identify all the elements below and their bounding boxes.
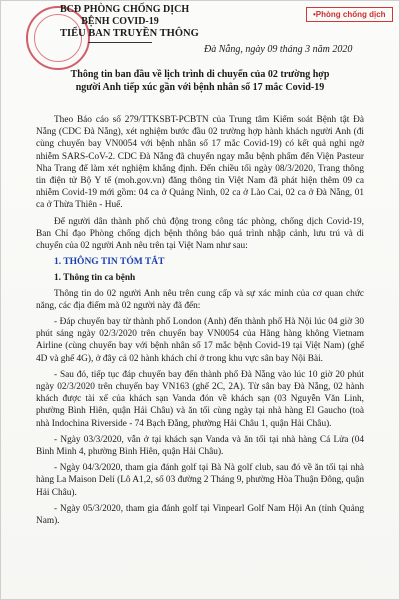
bullet-item-3: - Ngày 03/3/2020, vẫn ở tại khách sạn Vanda và ăn tối tại nhà hàng Cá Lửa (04 Bình Minh 4, phường Bình Hiên, quận Hải Châu). — [36, 434, 364, 458]
organization-block — [60, 4, 199, 43]
bullet-item-5: - Ngày 05/3/2020, tham gia đánh golf tại Vinpearl Golf Nam Hội An (tỉnh Quảng Nam). — [36, 503, 364, 527]
org-name-line-3: TIỂU BAN TRUYỀN THÔNG — [60, 28, 199, 39]
paragraph-2: Để người dân thành phố chủ động trong công tác phòng, chống dịch Covid-19, Ban Chỉ đạo Phòng chống dịch bệnh thông báo quá trình nhập cảnh, lưu trú và di chuyển của 02 người Anh nêu trên tại Việt Nam như sau: — [36, 216, 364, 252]
section-heading-1: 1. THÔNG TIN TÓM TẮT — [54, 257, 165, 268]
org-name-line-1: BCĐ PHÒNG CHỐNG DỊCH — [60, 4, 190, 15]
subsection-heading-1: 1. Thông tin ca bệnh — [54, 273, 136, 284]
title-line-1: Thông tin ban đầu về lịch trình di chuyển của 02 trường hợp — [70, 69, 330, 80]
paragraph-1: Theo Báo cáo số 279/TTKSBT-PCBTN của Trung tâm Kiểm soát Bệnh tật Đà Nẵng (CDC Đà Nẵng), xét nghiệm bước đầu 02 trường hợp hành khách người Anh (đi cùng chuyến bay VN0054 với bệnh nhân số 17 mắc Covid-19) có kết quả nghi ngờ nhiễm SARS-CoV-2. CDC Đà Nẵng đã chuyển ngay mẫu bệnh phẩm đến Viện Pasteur Nha Trang để làm xét nghiệm khẳng định. Đến chiều tối ngày 08/3/2020, Trang thông tin điện tử Bộ Y tế (moh.gov.vn) đăng thông tin Việt Nam đã phát hiện thêm 09 ca nhiễm Covid-19 mới gồm: 04 ca ở Quảng Ninh, 02 ca ở Lào Cai, 02 ca ở Đà Nẵng, 01 ca ở Thừa Thiên - Huế. — [36, 115, 364, 211]
bullet-item-2: - Sau đó, tiếp tục đáp chuyến bay đến thành phố Đà Nẵng vào lúc 10 giờ 20 phút ngày 02/3/2020 trên chuyến bay VN163 (ghế 2C, 2A). Từ sân bay Đà Nẵng, 02 hành khách được tài xế của khách sạn Vanda đón về khách sạn (03 Nguyễn Văn Linh, phường Bình Hiên, quận Hải Châu) và ăn tối cùng ngày tại nhà hàng El Gaucho (toà nhà Indochina Riverside - 74 Bạch Đằng, phường Hải Châu 1, quận Hải Châu). — [36, 369, 364, 429]
title-line-2: người Anh tiếp xúc gần với bệnh nhân số 17 mắc Covid-19 — [75, 82, 325, 93]
org-name-line-2: BỆNH COVID-19 — [81, 16, 159, 27]
bullet-item-1: - Đáp chuyến bay từ thành phố London (Anh) đến thành phố Hà Nội lúc 04 giờ 30 phút sáng ngày 02/3/2020 trên chuyến bay VN0054 của Hãng hàng không Vietnam Airline (cùng chuyến bay với bệnh nhân số 17 mắc bệnh Covid-19 tại Việt Nam) (ghế 4D và ghế 4G), ở đây cả 02 hành khách chỉ ở trong khu vực sân bay Nội Bài. — [36, 317, 364, 364]
header-underline — [88, 42, 152, 43]
document-date: Đà Nẵng, ngày 09 tháng 3 năm 2020 — [204, 44, 353, 55]
document-header — [0, 0, 400, 62]
bullet-item-4: - Ngày 04/3/2020, tham gia đánh golf tại Bà Nà golf club, sau đó về ăn tối tại nhà hàng La Maison Delí (Lô A1,2, số 03 đường 2 Tháng 9, phường Hòa Thuận Đông, quận Hải Châu). — [36, 463, 364, 498]
document-body — [36, 114, 364, 594]
phong-chong-dich-stamp: •Phòng chống dịch — [306, 7, 393, 22]
paragraph-3: Thông tin do 02 người Anh nêu trên cung cấp và sự xác minh của cơ quan chức năng, các địa điểm mà 02 người này đã đến: — [36, 288, 364, 311]
document-title — [36, 68, 364, 94]
